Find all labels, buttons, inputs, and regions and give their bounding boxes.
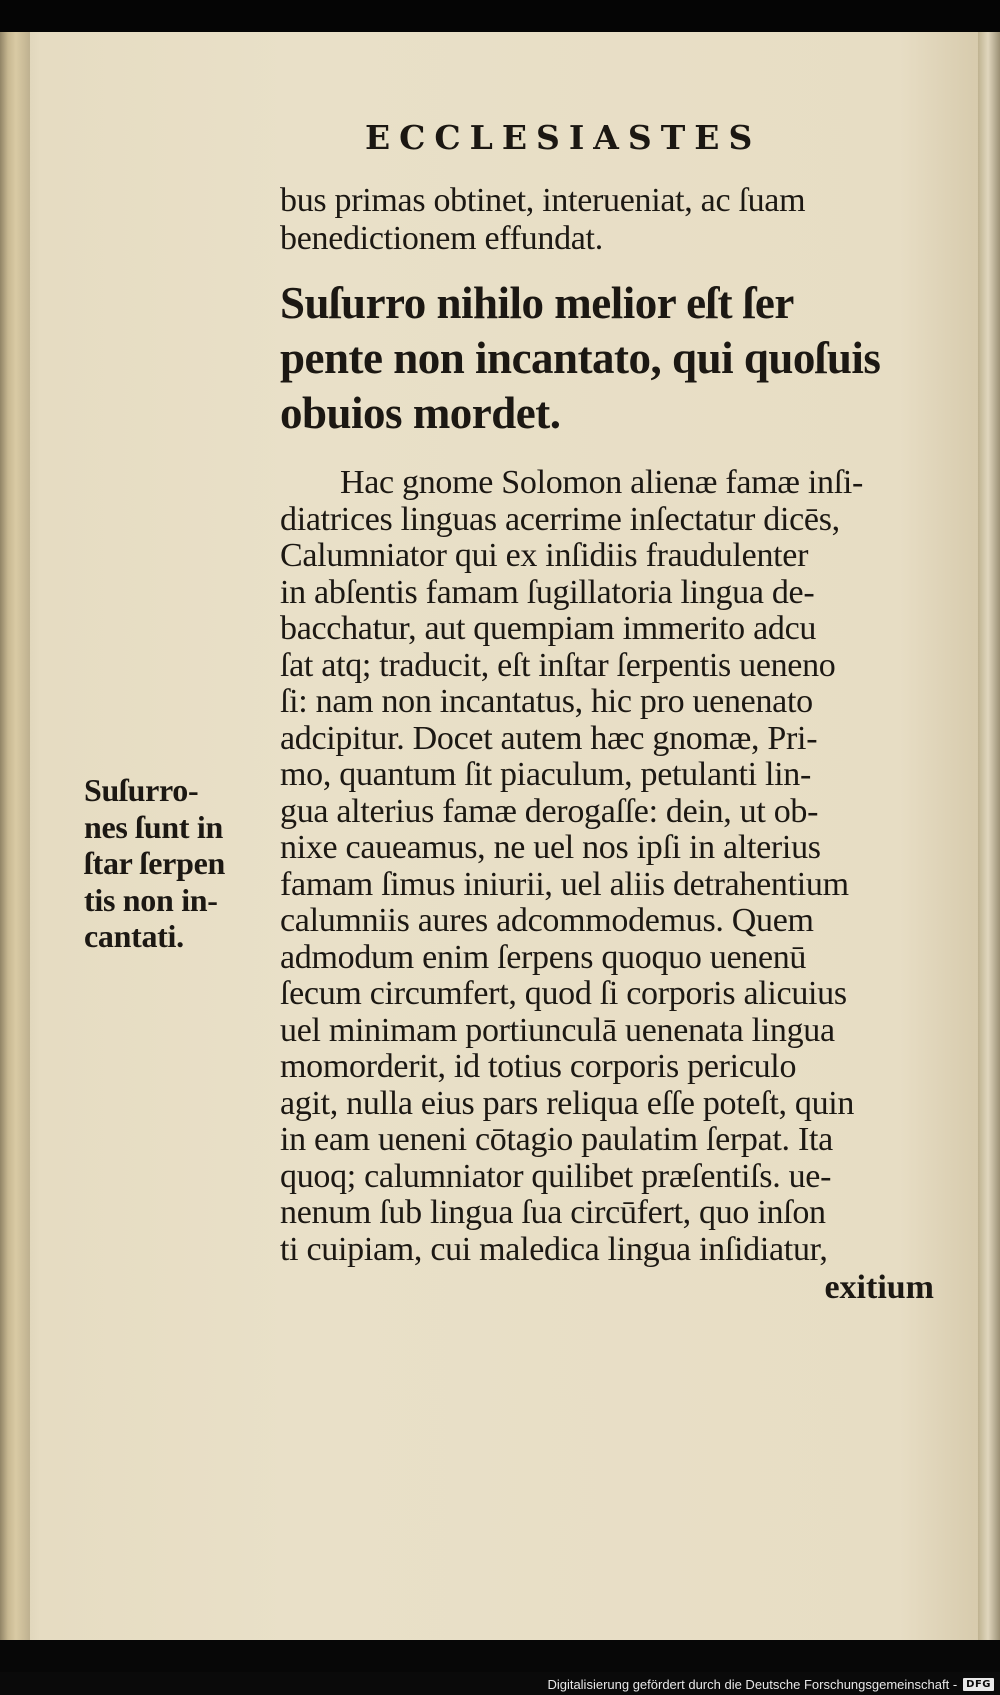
text-line: famam ſimus iniurii, uel aliis detrahentium xyxy=(280,865,849,903)
text-line: gua alterius famæ derogaſſe: dein, ut ob- xyxy=(280,792,819,830)
section-heading xyxy=(280,276,940,441)
text-line: Calumniator qui ex inſidiis fraudulenter xyxy=(280,537,809,574)
digitization-footer xyxy=(547,1674,994,1694)
dfg-logo-icon: DFG xyxy=(963,1678,994,1691)
text-line: bacchatur, aut quempiam immerito adcu xyxy=(280,610,817,647)
page-edge-right xyxy=(978,32,1000,1640)
main-text-block xyxy=(280,182,940,1308)
margin-note-line: nes ſunt in xyxy=(84,808,223,845)
heading-line: Suſurro nihilo melior eſt ſer xyxy=(280,278,794,328)
catchword: exitium xyxy=(824,1269,934,1306)
text-line: in abſentis famam ſugillatoria lingua de- xyxy=(280,573,815,611)
text-line: uel minimam portiunculā uenenata lingua xyxy=(280,1011,835,1049)
intro-continuation xyxy=(280,182,940,258)
text-line: bus primas obtinet, interueniat, ac ſuam xyxy=(280,182,806,219)
text-line: adcipitur. Docet autem hæc gnomæ, Pri- xyxy=(280,719,818,757)
text-line: diatrices linguas acerrime inſectatur dicēs, xyxy=(280,500,840,538)
running-head: ECCLESIASTES xyxy=(365,118,762,157)
text-line: quoq; calumniator quilibet præſentiſs. ue- xyxy=(280,1157,832,1195)
bottom-scan-border xyxy=(0,1640,1000,1672)
margin-note-line: cantati. xyxy=(84,918,184,954)
text-line: mo, quantum ſit piaculum, petulanti lin- xyxy=(280,756,811,793)
text-line: ſat atq; traducit, eſt inſtar ſerpentis ueneno xyxy=(280,646,836,684)
text-line: calumniis aures adcommodemus. Quem xyxy=(280,902,814,939)
text-line: benedictionem effundat. xyxy=(280,220,603,257)
text-line: ſecum circumfert, quod ſi corporis alicuius xyxy=(280,975,847,1012)
text-line: nenum ſub lingua ſua circūfert, quo inſon xyxy=(280,1194,826,1231)
text-line: nixe caueamus, ne uel nos ipſi in alterius xyxy=(280,829,821,866)
text-line: momorderit, id totius corporis periculo xyxy=(280,1048,797,1085)
text-line: admodum enim ſerpens quoquo uenenū xyxy=(280,938,807,976)
text-line: agit, nulla eius pars reliqua eſſe poteſt, quin xyxy=(280,1084,855,1122)
margin-note-line: tis non in- xyxy=(84,881,218,918)
text-line: Hac gnome Solomon alienæ famæ inſi- xyxy=(340,464,864,501)
page-edge-left xyxy=(0,32,30,1640)
text-line: ſi: nam non incantatus, hic pro uenenato xyxy=(280,683,813,720)
heading-line: obuios mordet. xyxy=(280,388,561,438)
footer-credit-text: Digitalisierung gefördert durch die Deutsche Forschungsgemeinschaft - xyxy=(547,1676,958,1692)
text-line: in eam ueneni cōtagio paulatim ſerpat. Ita xyxy=(280,1121,833,1158)
text-line: ti cuipiam, cui maledica lingua inſidiatur, xyxy=(280,1230,828,1268)
heading-line: pente non incantato, qui quoſuis xyxy=(280,333,881,383)
body-paragraph xyxy=(280,465,940,1268)
marginal-note xyxy=(84,772,274,955)
margin-note-line: Suſurro- xyxy=(84,772,199,808)
margin-note-line: ſtar ſerpen xyxy=(84,845,225,881)
top-scan-border xyxy=(0,0,1000,32)
